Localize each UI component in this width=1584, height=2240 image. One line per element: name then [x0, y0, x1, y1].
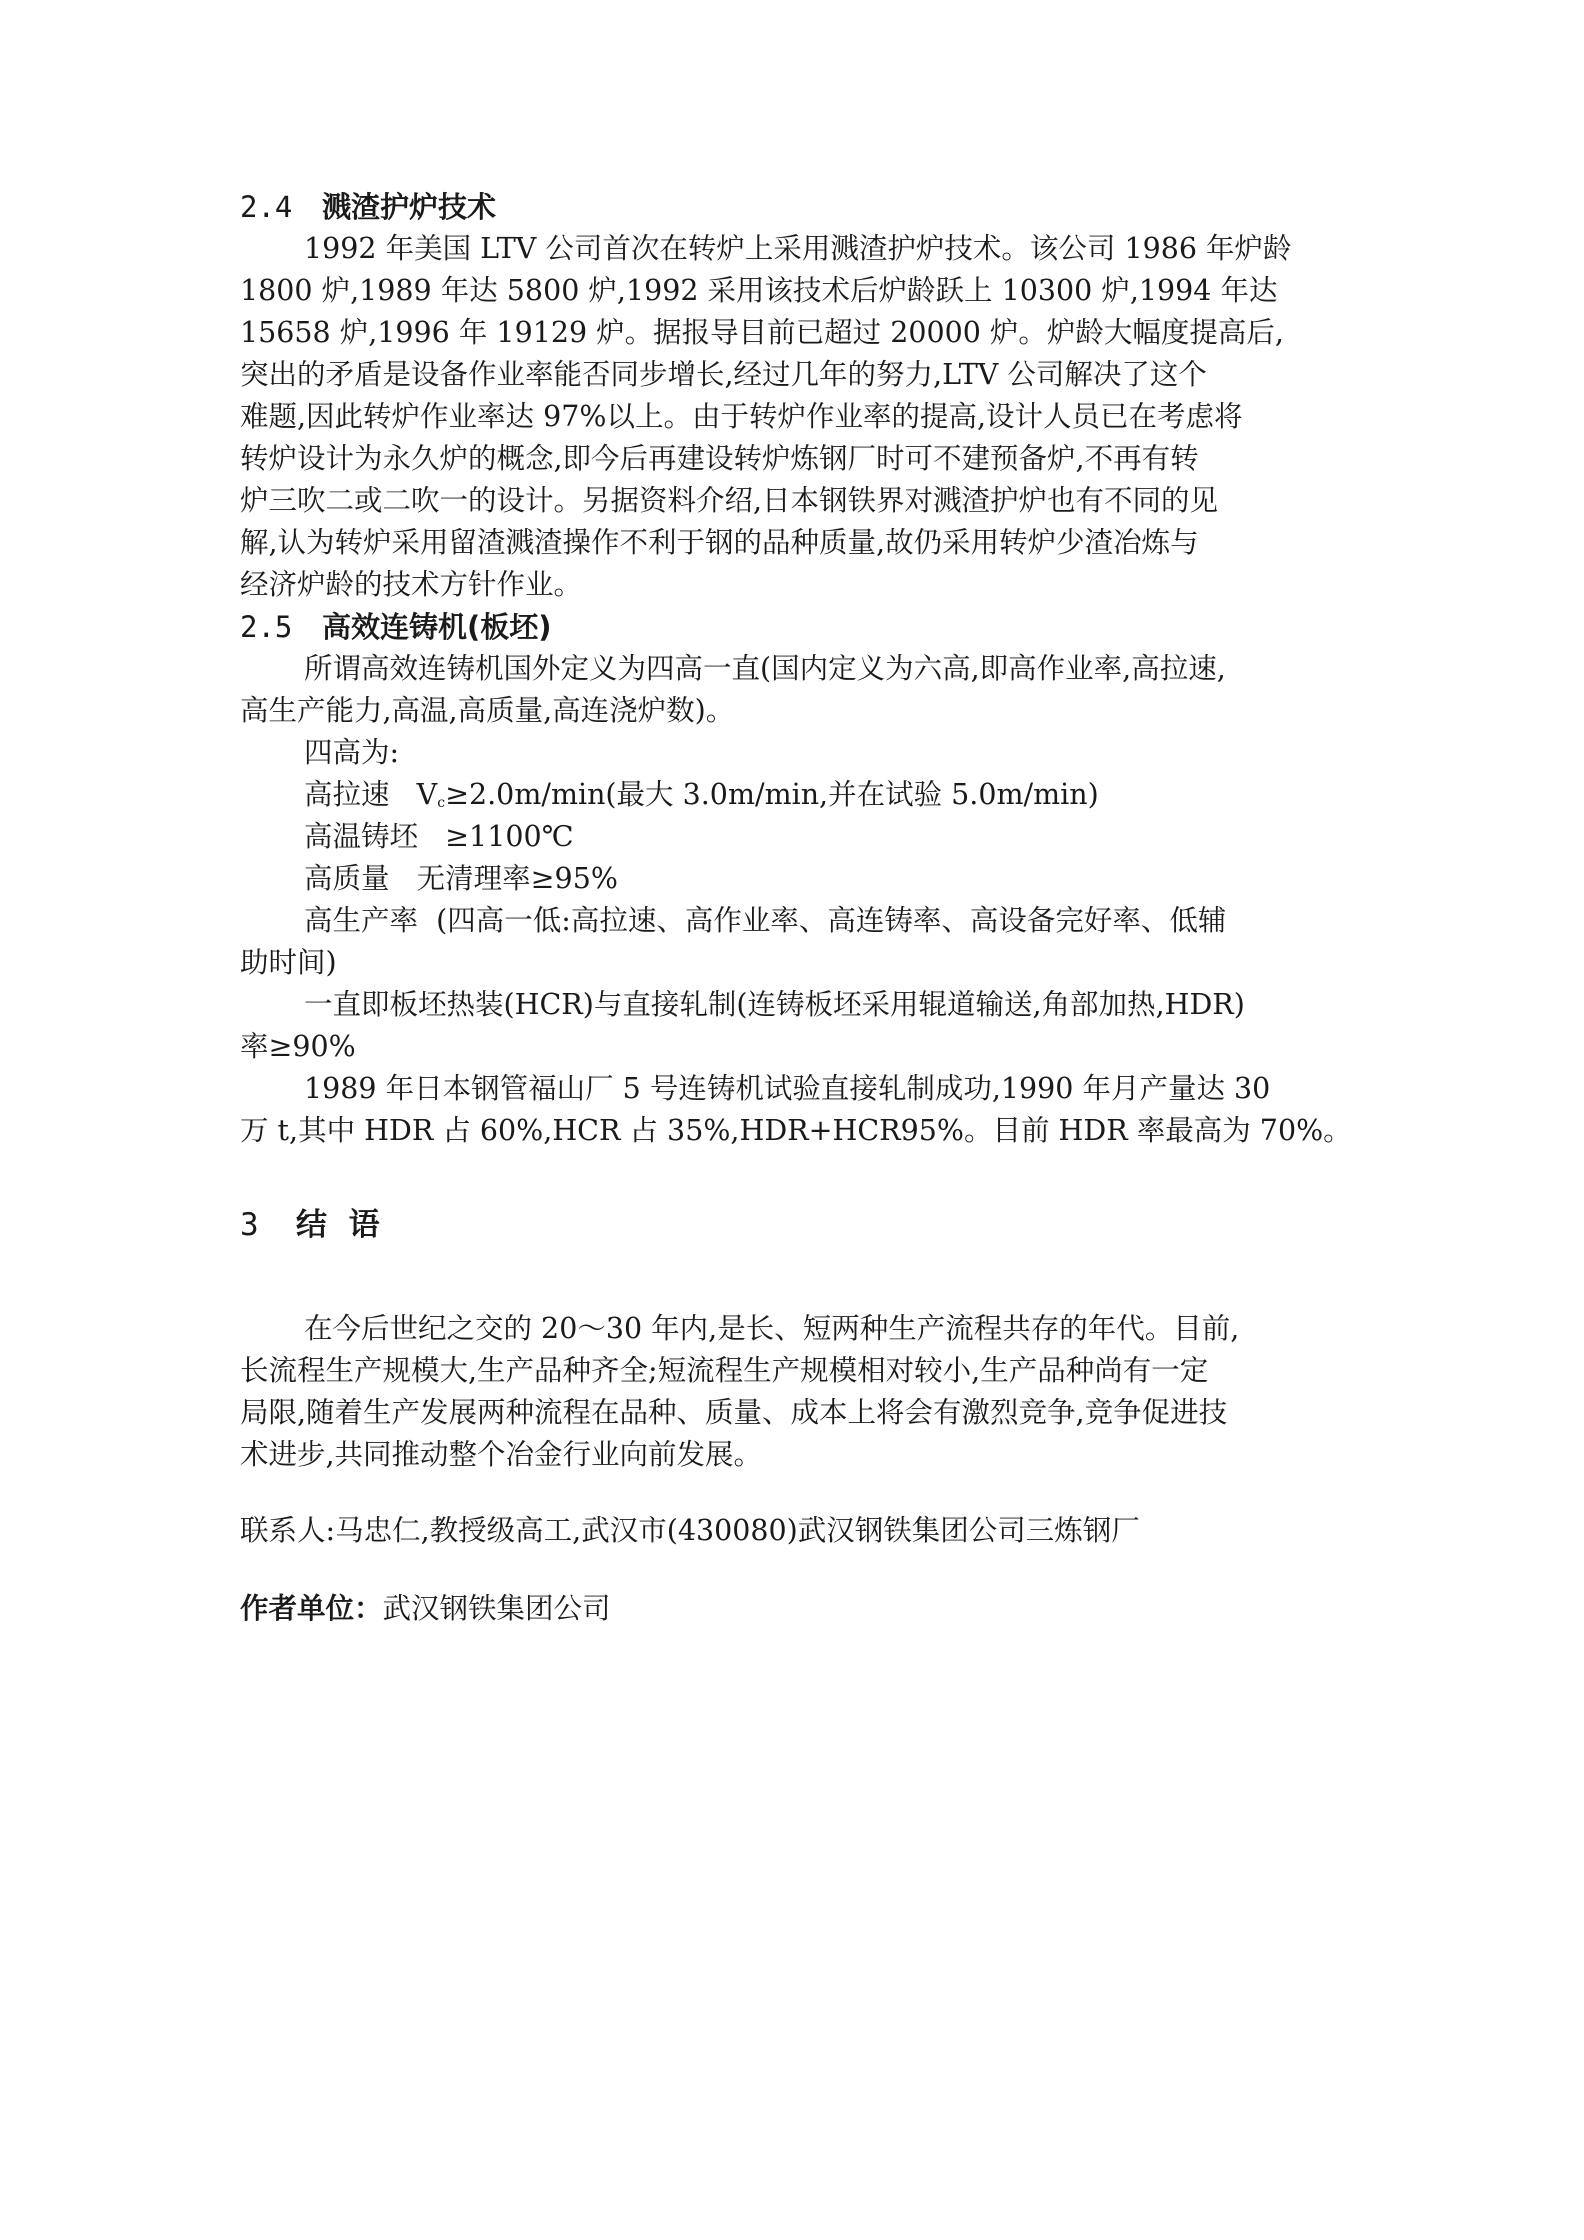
section-title: 溅渣护炉技术 [322, 190, 497, 224]
section-number: 3 [240, 1207, 259, 1243]
conclusion-paragraph [240, 1308, 1350, 1476]
document-page [240, 186, 1350, 1630]
section-number: 2.4 [240, 190, 293, 224]
text-line: 解,认为转炉采用留渣溅渣操作不利于钢的品种质量,故仍采用转炉少渣冶炼与 [240, 526, 1199, 559]
section-title: 高效连铸机(板坯) [322, 610, 552, 644]
paragraph-2-5-intro [240, 648, 1350, 732]
text-line: 所谓高效连铸机国外定义为四高一直(国内定义为六高,即高作业率,高拉速, [304, 652, 1226, 685]
spacer [240, 1250, 1350, 1308]
text-line: 一直即板坯热装(HCR)与直接轧制(连铸板坯采用辊道输送,角部加热,HDR) [304, 988, 1245, 1021]
text-line: 高生产能力,高温,高质量,高连浇炉数)。 [240, 694, 735, 727]
text-line: 1800 炉,1989 年达 5800 炉,1992 采用该技术后炉龄跃上 10300 炉,1994 年达 [240, 274, 1278, 307]
temp-line: 高温铸坯 ≥1100℃ [304, 820, 574, 853]
text-line: 率≥90% [240, 1030, 356, 1063]
text-line: 助时间) [240, 946, 337, 979]
text-line: 转炉设计为永久炉的概念,即今后再建设转炉炼钢厂时可不建预备炉,不再有转 [240, 442, 1199, 475]
text-line: 突出的矛盾是设备作业率能否同步增长,经过几年的努力,LTV 公司解决了这个 [240, 358, 1207, 391]
text-line: 1989 年日本钢管福山厂 5 号连铸机试验直接轧制成功,1990 年月产量达 30 [304, 1072, 1271, 1105]
paragraph-2-4 [240, 228, 1350, 606]
text-line: 15658 炉,1996 年 19129 炉。据报导目前已超过 20000 炉。炉龄大幅度提高后, [240, 316, 1284, 349]
section-number: 2.5 [240, 610, 293, 644]
text-line: 经济炉龄的技术方针作业。 [240, 568, 583, 601]
speed-subscript: c [437, 795, 446, 811]
four-high-label: 四高为: [304, 736, 400, 769]
text-line: 万 t,其中 HDR 占 60%,HCR 占 35%,HDR+HCR95%。目前 HDR 率最高为 70%。 [240, 1114, 1352, 1147]
text-line: 1992 年美国 LTV 公司首次在转炉上采用溅渣护炉技术。该公司 1986 年炉龄 [304, 232, 1292, 265]
text-line: 在今后世纪之交的 20～30 年内,是长、短两种生产流程共存的年代。目前, [304, 1312, 1240, 1345]
text-line: 难题,因此转炉作业率达 97%以上。由于转炉作业率的提高,设计人员已在考虑将 [240, 400, 1243, 433]
text-line: 术进步,共同推动整个冶金行业向前发展。 [240, 1438, 763, 1471]
author-label: 作者单位： [240, 1592, 383, 1625]
speed-prefix: 高拉速 V [304, 778, 438, 811]
author-line [240, 1588, 1350, 1630]
direct-rolling-paragraph [240, 984, 1350, 1068]
section-heading-2-4 [240, 186, 1350, 228]
speed-line [240, 774, 1350, 816]
history-paragraph [240, 1068, 1350, 1152]
text-line: 长流程生产规模大,生产品种齐全;短流程生产规模相对较小,生产品种尚有一定 [240, 1354, 1209, 1387]
section-heading-2-5 [240, 606, 1350, 648]
section-title: 结 语 [296, 1207, 380, 1243]
productivity-paragraph [240, 900, 1350, 984]
contact-line: 联系人:马忠仁,教授级高工,武汉市(430080)武汉钢铁集团公司三炼钢厂 [240, 1514, 1140, 1547]
quality-line: 高质量 无清理率≥95% [304, 862, 618, 895]
author-value: 武汉钢铁集团公司 [382, 1592, 611, 1625]
text-line: 炉三吹二或二吹一的设计。另据资料介绍,日本钢铁界对溅渣护炉也有不同的见 [240, 484, 1219, 517]
speed-suffix: ≥2.0m/min(最大 3.0m/min,并在试验 5.0m/min) [445, 778, 1099, 811]
text-line: 局限,随着生产发展两种流程在品种、质量、成本上将会有激烈竞争,竞争促进技 [240, 1396, 1228, 1429]
section-heading-3 [240, 1200, 1350, 1250]
text-line: 高生产率 (四高一低:高拉速、高作业率、高连铸率、高设备完好率、低辅 [304, 904, 1227, 937]
